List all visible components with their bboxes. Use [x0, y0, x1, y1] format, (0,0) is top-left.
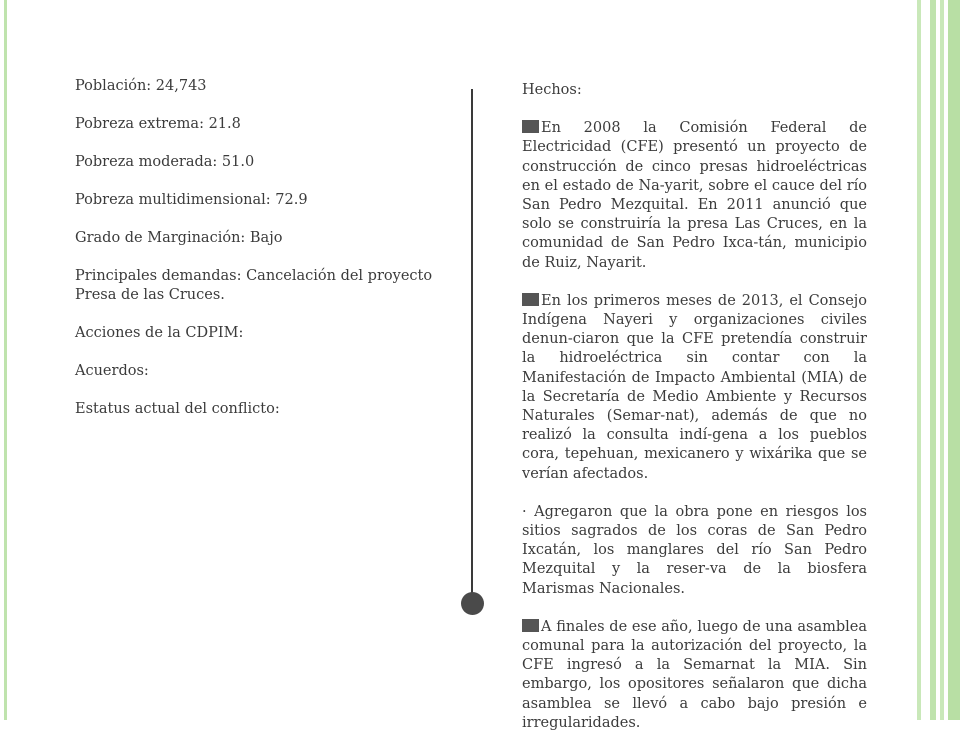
bullet-square-icon — [522, 619, 539, 632]
stat-agreements: Acuerdos: — [75, 363, 149, 379]
right-stripe — [917, 0, 921, 720]
facts-column — [522, 81, 867, 752]
right-edge-decoration — [916, 0, 960, 720]
fact-paragraph — [522, 503, 867, 599]
left-edge-decoration — [0, 0, 10, 720]
facts-heading: Hechos: — [522, 82, 582, 98]
stat-extreme-poverty: Pobreza extrema: 21.8 — [75, 116, 241, 132]
community-stats-column — [75, 77, 455, 438]
bullet-square-icon — [522, 293, 539, 306]
fact-text: En 2008 la Comisión Federal de Electricidad (CFE) presentó un proyecto de construcción de cinco presas hidroeléctricas en el estado de Na-yarit, sobre el cauce del río San Pedro Mezquital. En 2011 anunció que solo se construiría la presa Las Cruces, en la comunidad de San Pedro Ixca-tán, municipio de Ruiz, Nayarit. — [522, 120, 867, 271]
bullet-square-icon — [522, 120, 539, 133]
stat-population: Población: 24,743 — [75, 78, 207, 94]
fact-text: A finales de ese año, luego de una asamblea comunal para la autorización del proyecto, la CFE ingresó a la Semarnat la MIA. Sin embargo, los opositores señalaron que dicha asamblea se llevó a cabo bajo presión e irregularidades. — [522, 618, 867, 731]
stat-cdpim-actions: Acciones de la CDPIM: — [75, 325, 244, 341]
fact-text: En los primeros meses de 2013, el Consejo Indígena Nayeri y organizaciones civiles denun-ciaron que la CFE pretendía construir la hidroeléctrica sin contar con la Manifestación de Impacto Ambiental (MIA) de la Secretaría de Medio Ambiente y Recursos Naturales (Semar-nat), además de que no realizó la consulta indí-gena a los pueblos cora, tepehuan, mexicanero y wixárika que se verían afectados. — [522, 292, 867, 482]
right-stripe — [930, 0, 936, 720]
fact-paragraph — [522, 292, 867, 484]
stat-moderate-poverty: Pobreza moderada: 51.0 — [75, 154, 255, 170]
right-stripe — [940, 0, 944, 720]
stat-multidimensional-poverty: Pobreza multidimensional: 72.9 — [75, 192, 308, 208]
fact-paragraph — [522, 119, 867, 273]
stat-main-demands: Principales demandas: Cancelación del proyecto Presa de las Cruces. — [75, 268, 433, 303]
right-stripe — [948, 0, 960, 720]
timeline-end-dot — [461, 592, 484, 615]
timeline-line — [471, 89, 473, 597]
fact-paragraph — [522, 618, 867, 733]
stat-conflict-status: Estatus actual del conflicto: — [75, 401, 280, 417]
fact-text: · Agregaron que la obra pone en riesgos los sitios sagrados de los coras de San Pedro Ixcatán, los manglares del río San Pedro Mezquital y la reser-va de la biosfera Marismas Nacionales. — [522, 503, 867, 597]
stat-marginalization: Grado de Marginación: Bajo — [75, 230, 283, 246]
